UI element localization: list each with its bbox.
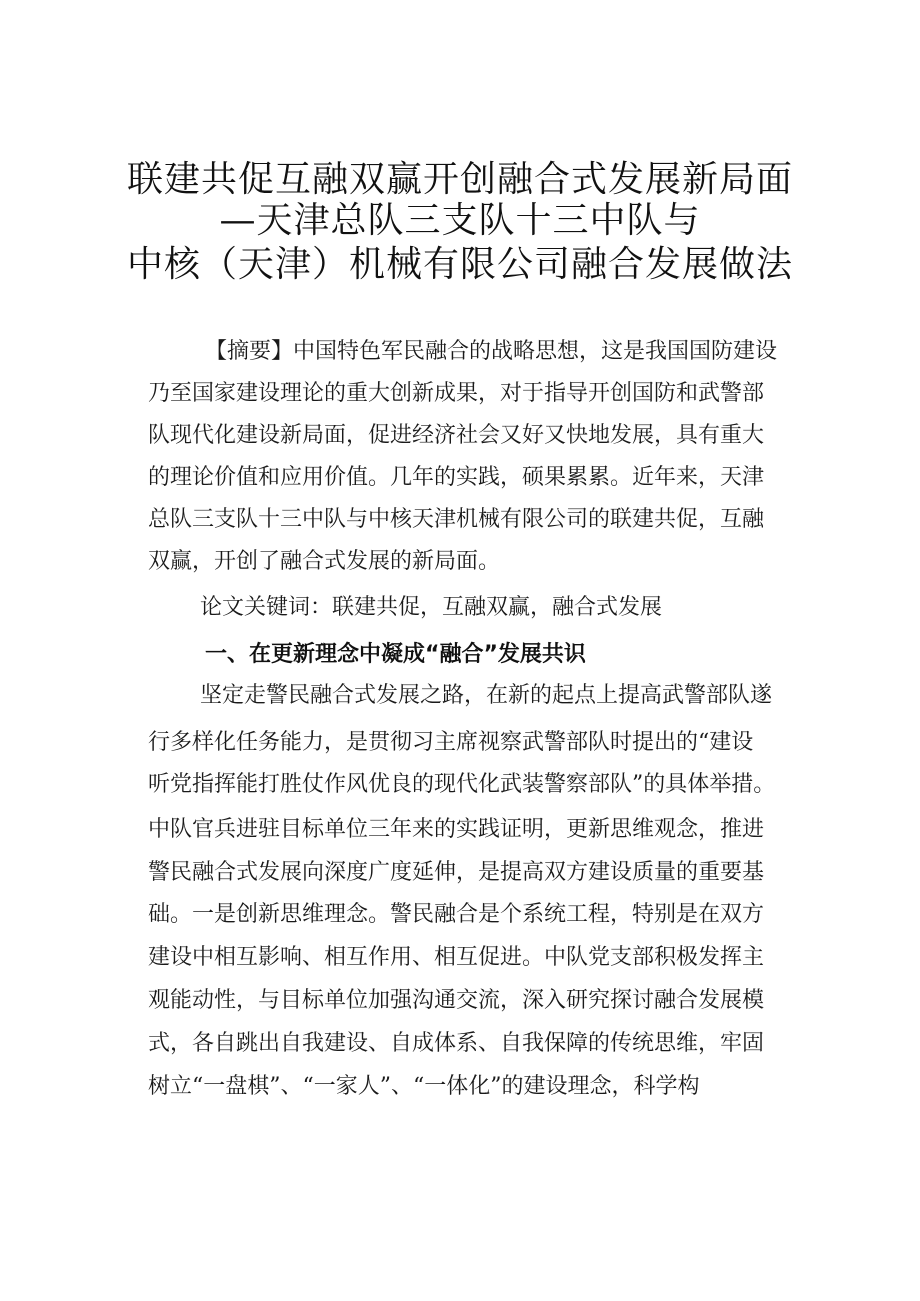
body-line: 式，各自跳出自我建设、自成体系、自我保障的传统思维，牢固	[148, 1031, 765, 1056]
keywords-line: 论文关键词：联建共促，互融双赢，融合式发展	[200, 595, 663, 620]
abstract-line: 的理论价值和应用价值。几年的实践，硕果累累。近年来，天津	[148, 465, 765, 490]
title-line-3: 中核（天津）机械有限公司融合发展做法	[126, 244, 793, 285]
body-line: 行多样化任务能力，是贯彻习主席视察武警部队时提出的“建设	[148, 730, 754, 755]
section-heading: 一、在更新理念中凝成“融合”发展共识	[205, 642, 586, 667]
abstract-line: 队现代化建设新局面，促进经济社会又好又快地发展，具有重大	[148, 423, 765, 448]
body-line: 观能动性，与目标单位加强沟通交流，深入研究探讨融合发展模	[148, 988, 765, 1013]
body-line: 警民融合式发展向深度广度延伸，是提高双方建设质量的重要基	[148, 860, 765, 885]
body-line: 树立“一盘棋”、“一家人”、“一体化”的建设理念，科学构	[148, 1074, 700, 1099]
body-line: 坚定走警民融合式发展之路，在新的起点上提高武警部队遂	[200, 683, 773, 708]
body-line: 听党指挥能打胜仗作风优良的现代化武装警察部队”的具体举措。	[148, 772, 776, 797]
body-line: 中队官兵进驻目标单位三年来的实践证明，更新思维观念，推进	[148, 817, 765, 842]
abstract-line: 乃至国家建设理论的重大创新成果，对于指导开创国防和武警部	[148, 381, 765, 406]
body-line: 础。一是创新思维理念。警民融合是个系统工程，特别是在双方	[148, 902, 765, 927]
abstract-line: 【摘要】中国特色军民融合的战略思想，这是我国国防建设	[205, 339, 778, 364]
abstract-line: 总队三支队十三中队与中核天津机械有限公司的联建共促，互融	[148, 507, 765, 532]
title-line-2: —天津总队三支队十三中队与	[219, 200, 701, 241]
body-line: 建设中相互影响、相互作用、相互促进。中队党支部积极发挥主	[148, 945, 765, 970]
abstract-line: 双赢，开创了融合式发展的新局面。	[148, 549, 501, 574]
title-line-1: 联建共促互融双赢开创融合式发展新局面	[126, 159, 793, 200]
